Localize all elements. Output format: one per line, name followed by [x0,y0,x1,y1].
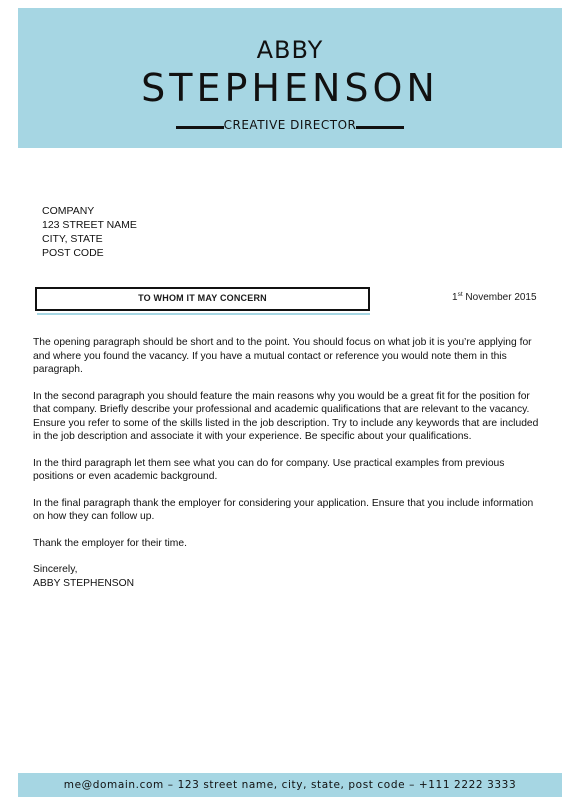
paragraph-second: In the second paragraph you should feature the main reasons why you would be a great fit for the position for that company. Briefly describe your professional and academic qualifications that are relevant to the vacancy. Ensure you refer to some of the skills listed in the job description. Try to include any keywords that are included in the job description and associate it with your experience. Be specific about your qualifications. [33,390,539,442]
recipient-post-code: POST CODE [42,247,104,259]
paragraph-final: In the final paragraph thank the employer for considering your application. Ensure that you include information on how they can follow up. [33,497,534,522]
job-title: CREATIVE DIRECTOR [223,118,357,132]
first-name: ABBY [256,36,324,64]
signature-name: ABBY STEPHENSON [33,577,135,589]
footer-banner [18,773,562,797]
last-name: STEPHENSON [141,66,439,110]
date-day: 1 [452,292,458,303]
recipient-street: 123 STREET NAME [42,219,137,231]
date-month-year: November 2015 [465,292,537,303]
recipient-company: COMPANY [42,205,95,217]
job-title-row [18,118,562,134]
salutation-box [35,287,370,311]
valediction: Sincerely, [33,564,78,575]
letter-date [452,292,537,303]
salutation: TO WHOM IT MAY CONCERN [138,293,267,303]
salutation-accent-line [37,313,370,315]
footer-contact: me@domain.com – 123 street name, city, state, post code – +111 2222 3333 [63,779,517,791]
letter-body [33,336,543,590]
title-divider-right [356,126,404,129]
paragraph-thanks: Thank the employer for their time. [33,537,187,549]
date-suffix: st [457,291,463,298]
header-banner [18,8,562,148]
paragraph-third: In the third paragraph let them see what you can do for company. Use practical examples from previous positions or even academic background. [33,457,505,482]
recipient-city-state: CITY, STATE [42,233,103,245]
recipient-address [42,204,137,260]
paragraph-opening: The opening paragraph should be short and to the point. You should focus on what job it is you’re applying for and where you found the vacancy. If you have a mutual contact or reference you would note them in this paragraph. [33,337,532,375]
